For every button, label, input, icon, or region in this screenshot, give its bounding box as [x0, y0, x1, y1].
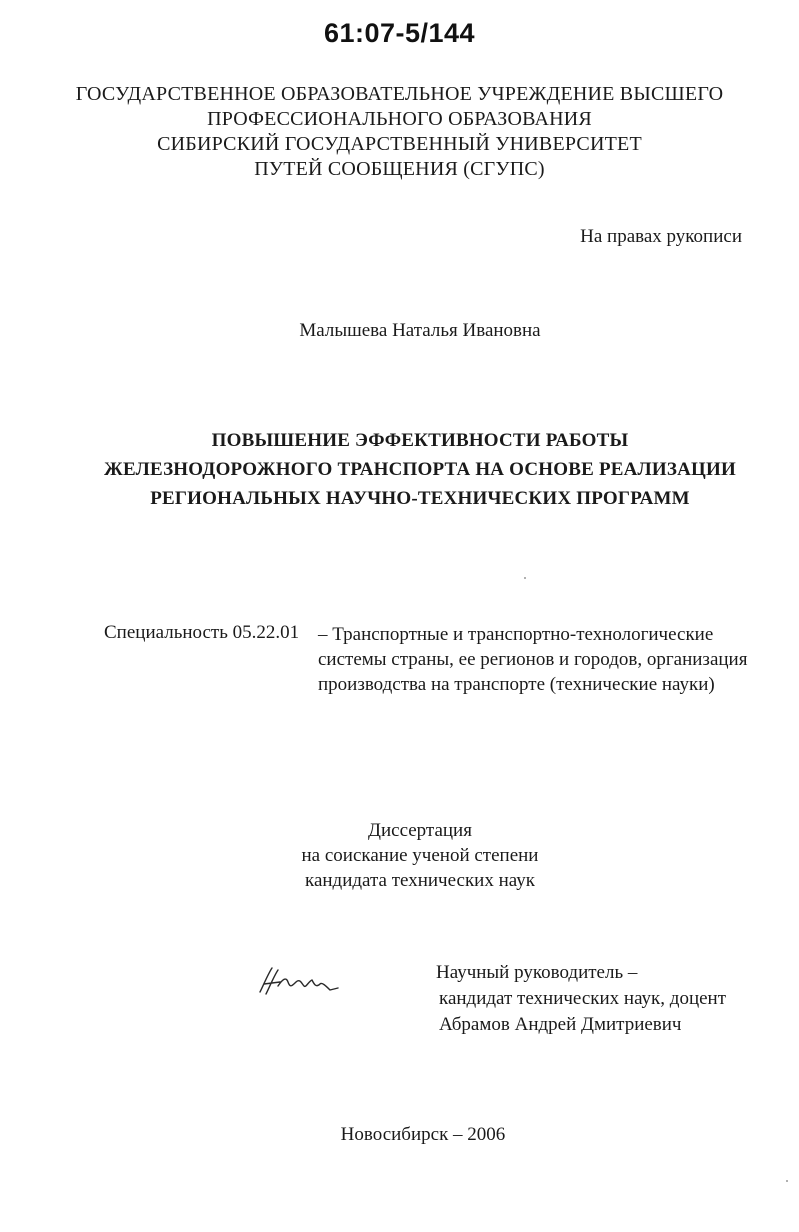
title-line: ПОВЫШЕНИЕ ЭФФЕКТИВНОСТИ РАБОТЫ [211, 430, 629, 451]
title-line: ЖЕЛЕЗНОДОРОЖНОГО ТРАНСПОРТА НА ОСНОВЕ РЕАЛИЗАЦИИ [104, 459, 736, 480]
specialty-line: системы страны, ее регионов и городов, организация [318, 649, 748, 670]
scan-speck [524, 577, 526, 579]
degree-line: Диссертация [368, 820, 472, 841]
archive-stamp-number: 61:07-5/144 [323, 18, 476, 48]
specialty-line: производства на транспорте (технические науки) [318, 674, 715, 695]
manuscript-rights-note: На правах рукописи [580, 226, 742, 247]
institution-line: СИБИРСКИЙ ГОСУДАРСТВЕННЫЙ УНИВЕРСИТЕТ [157, 133, 642, 155]
advisor-line: Абрамов Андрей Дмитриевич [439, 1014, 682, 1035]
institution-line: ПРОФЕССИОНАЛЬНОГО ОБРАЗОВАНИЯ [207, 108, 592, 130]
institution-line: ПУТЕЙ СООБЩЕНИЯ (СГУПС) [254, 158, 545, 180]
handwritten-signature [256, 962, 342, 1002]
city-and-year: Новосибирск – 2006 [340, 1124, 506, 1145]
institution-line: ГОСУДАРСТВЕННОЕ ОБРАЗОВАТЕЛЬНОЕ УЧРЕЖДЕНИЕ ВЫСШЕГО [75, 83, 724, 105]
specialty-line: – Транспортные и транспортно-технологические [318, 624, 714, 645]
author-name: Малышева Наталья Ивановна [299, 320, 541, 341]
degree-statement [0, 818, 799, 893]
scientific-advisor [436, 960, 726, 1038]
specialty-description [318, 622, 747, 697]
advisor-line: кандидат технических наук, доцент [439, 988, 727, 1009]
institution-header [0, 82, 799, 182]
title-line: РЕГИОНАЛЬНЫХ НАУЧНО-ТЕХНИЧЕСКИХ ПРОГРАММ [150, 488, 690, 509]
specialty-label: Специальность 05.22.01 [104, 622, 300, 643]
degree-line: на соискание ученой степени [301, 845, 539, 866]
dissertation-title [0, 426, 799, 513]
scan-speck [786, 1180, 788, 1182]
advisor-line: Научный руководитель – [436, 962, 638, 983]
degree-line: кандидата технических наук [305, 870, 535, 891]
